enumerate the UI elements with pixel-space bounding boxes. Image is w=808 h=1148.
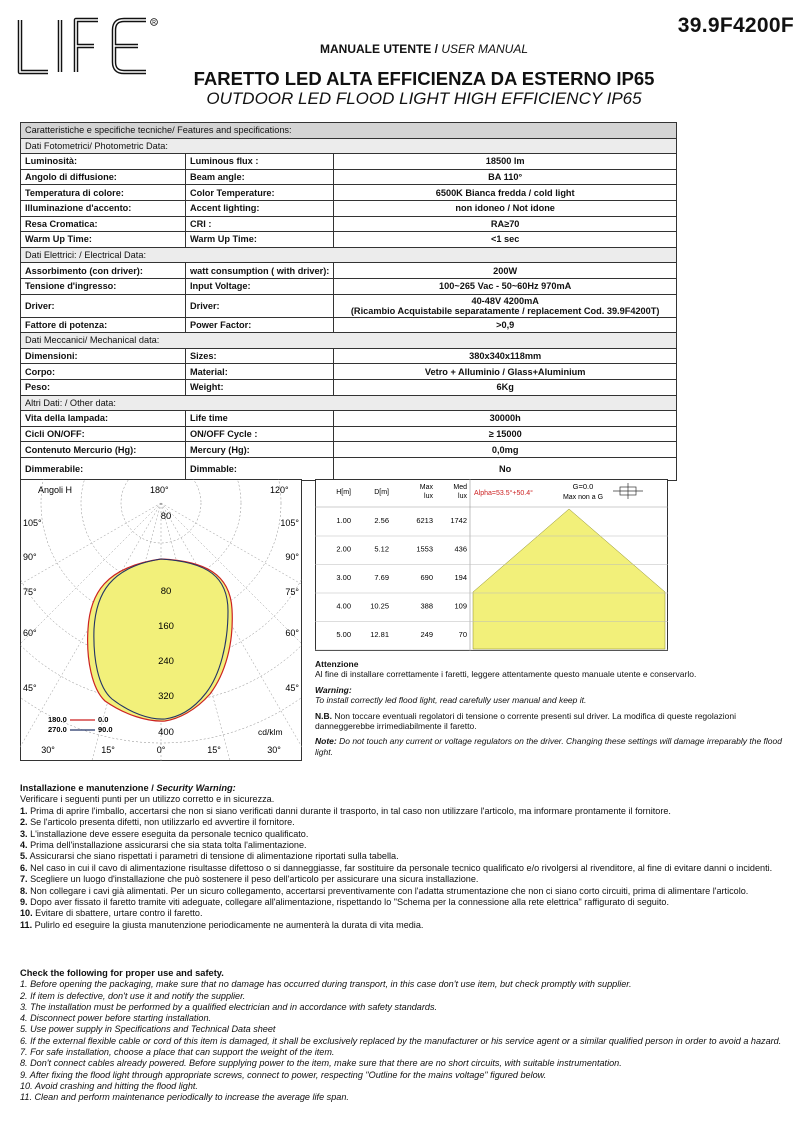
- install-title: [20, 783, 792, 794]
- spec-value: ≥ 15000: [334, 426, 677, 442]
- spec-label-it: Tensione d'ingresso:: [21, 278, 186, 294]
- install-list: [20, 806, 792, 931]
- spec-header: [21, 123, 677, 139]
- spec-label-it: Assorbimento (con driver):: [21, 263, 186, 279]
- spec-value: 6Kg: [334, 379, 677, 395]
- manual-en: USER MANUAL: [441, 42, 529, 56]
- install-item-text: Nel caso in cui il cavo di alimentazione risultasse difettoso o si danneggiasse, far sostituire da personale tecnico qualificato e/o rivolgersi al rivenditore, al fine di evitare danni o incidenti.: [27, 862, 773, 873]
- lux-header: D[m]: [374, 489, 389, 496]
- spec-value: 200W: [334, 263, 677, 279]
- install-title-en: Security Warning:: [156, 783, 236, 793]
- manual-it: MANUALE UTENTE: [319, 42, 432, 56]
- lux-header: lux: [424, 493, 433, 500]
- lux-header: H[m]: [336, 489, 351, 496]
- spec-value: non idoneo / Not idone: [334, 200, 677, 216]
- attenzione-title: Attenzione: [315, 659, 359, 669]
- polar-ring-label: 240: [158, 656, 174, 667]
- spec-label-it: Fattore di potenza:: [21, 317, 186, 333]
- spec-label-en: Sizes:: [186, 348, 334, 364]
- lux-cell: 10.25: [370, 601, 389, 611]
- spec-row: [21, 442, 677, 458]
- spec-label-it: Cicli ON/OFF:: [21, 426, 186, 442]
- lux-cell: 2.56: [374, 516, 389, 525]
- spec-value: 6500K Bianca fredda / cold light: [334, 185, 677, 201]
- check-title: Check the following for proper use and safety.: [20, 968, 224, 978]
- install-item-text: Prima dell'installazione assicurarsi che sia stata tolta l'alimentazione.: [27, 840, 307, 851]
- install-item-number: 8.: [20, 885, 28, 896]
- install-item: [20, 863, 792, 874]
- polar-diagram: [20, 479, 302, 761]
- spec-label-en: Driver:: [186, 294, 334, 317]
- lux-cell: 70: [458, 630, 467, 639]
- install-item-text: Dopo aver fissato il faretto tramite viti adeguate, collegare all'alimentazione, rispettando lo "Schema per la connessione alla rete elettrica" raffigurato di seguito.: [27, 897, 669, 908]
- spec-row: [21, 200, 677, 216]
- section-photometric: [21, 138, 677, 154]
- spec-row: [21, 185, 677, 201]
- spec-value: >0,9: [334, 317, 677, 333]
- spec-value: <1 sec: [334, 232, 677, 248]
- check-item: 1. Before opening the packaging, make sure that no damage has occurred during transport, in this case don't use item, but check promptly with supplier.: [20, 979, 632, 990]
- check-item: 3. The installation must be performed by a qualified electrician and in accordance with safety standards.: [20, 1001, 438, 1012]
- spec-row: [21, 379, 677, 395]
- spec-label-it: Temperatura di colore:: [21, 185, 186, 201]
- lux-cell: 194: [454, 573, 467, 582]
- polar-ring-label: 160: [158, 621, 174, 632]
- install-item: [20, 908, 792, 919]
- check-item: 7. For safe installation, choose a place that can support the weight of the item.: [20, 1047, 335, 1058]
- polar-ring-label: 320: [158, 691, 174, 702]
- install-item: [20, 817, 792, 828]
- section-electrical: [21, 247, 677, 263]
- legend-b2: 90.0: [98, 725, 113, 734]
- spec-label-it: Contenuto Mercurio (Hg):: [21, 442, 186, 458]
- spec-label-en: Dimmable:: [186, 457, 334, 480]
- lux-header: Max: [419, 484, 433, 491]
- install-title-it: Installazione e manutenzione /: [20, 783, 157, 793]
- spec-label-it: Resa Cromatica:: [21, 216, 186, 232]
- check-item: 5. Use power supply in Specifications and Technical Data sheet: [20, 1024, 276, 1035]
- install-item: [20, 920, 792, 931]
- install-item: [20, 851, 792, 862]
- polar-ring-label: 80: [160, 586, 172, 597]
- section-other-label: Altri Dati: / Other data:: [21, 395, 677, 411]
- spec-row: [21, 294, 677, 317]
- lux-g-sub: Max non a G: [562, 494, 604, 501]
- lux-header: Med: [453, 484, 467, 491]
- warning-text: To install correctly led flood light, read carefully user manual and keep it.: [315, 695, 587, 706]
- spec-row: [21, 278, 677, 294]
- polar-side-label: 45°: [23, 683, 37, 693]
- check-item: 11. Clean and perform maintenance periodically to increase the average life span.: [20, 1092, 349, 1103]
- spec-label-en: CRI :: [186, 216, 334, 232]
- install-item: [20, 840, 792, 851]
- lux-cell: 4.00: [336, 601, 351, 611]
- polar-side-label: 105°: [23, 518, 42, 528]
- spec-label-en: Weight:: [186, 379, 334, 395]
- section-mechanical-label: Dati Meccanici/ Mechanical data:: [21, 333, 677, 349]
- polar-side-label: 60°: [285, 628, 299, 638]
- polar-bottom-label: 30°: [41, 745, 55, 755]
- spec-row: [21, 216, 677, 232]
- spec-value: RA≥70: [334, 216, 677, 232]
- install-item-text: Se l'articolo presenta difetti, non utilizzarlo ed avvertire il fornitore.: [27, 817, 295, 828]
- spec-value: 18500 lm: [334, 154, 677, 170]
- spec-label-en: Material:: [186, 364, 334, 380]
- check-section: [20, 968, 792, 1104]
- spec-row: [21, 154, 677, 170]
- spec-value: [334, 294, 677, 317]
- polar-bottom-label: 15°: [207, 745, 221, 755]
- spec-label-it: Peso:: [21, 379, 186, 395]
- notes-block: [315, 659, 785, 762]
- spec-table: [20, 122, 677, 481]
- spec-label-en: Warm Up Time:: [186, 232, 334, 248]
- lux-cell: 436: [454, 544, 467, 554]
- install-item-number: 10.: [20, 908, 33, 919]
- spec-label-it: Dimmerabile:: [21, 457, 186, 480]
- install-item-number: 6.: [20, 862, 28, 873]
- title-italian: FARETTO LED ALTA EFFICIENZA DA ESTERNO IP65: [193, 68, 655, 89]
- manual-heading: [0, 42, 808, 56]
- spec-label-it: Corpo:: [21, 364, 186, 380]
- polar-unit: cd/klm: [258, 727, 283, 737]
- spec-label-en: Luminous flux :: [186, 154, 334, 170]
- polar-side-label: 90°: [23, 552, 37, 562]
- install-item-text: Assicurarsi che siano rispettati i parametri di tensione di alimentazione riportati sulla tabella.: [27, 851, 399, 862]
- spec-row: [21, 364, 677, 380]
- spec-label-it: Dimensioni:: [21, 348, 186, 364]
- spec-label-en: Mercury (Hg):: [186, 442, 334, 458]
- install-item-number: 4.: [20, 840, 28, 851]
- lux-cell: 109: [454, 601, 467, 611]
- polar-bottom-label: 0°: [156, 745, 166, 755]
- lux-cell: 5.12: [374, 544, 389, 554]
- lux-cell: 690: [420, 573, 433, 582]
- install-item-text: L'installazione deve essere eseguita da personale tecnico qualificato.: [27, 828, 309, 839]
- lux-cell: 249: [420, 630, 433, 639]
- lux-cell: 1553: [416, 544, 433, 554]
- spec-label-en: Accent lighting:: [186, 200, 334, 216]
- install-item: [20, 897, 792, 908]
- note-text: Do not touch any current or voltage regulators on the driver. Changing these settings will damage irreparably the flood light.: [315, 736, 782, 757]
- warning-title: Warning:: [315, 684, 352, 695]
- polar-side-label: 75°: [285, 587, 299, 597]
- polar-side-label: 60°: [23, 628, 37, 638]
- section-electrical-label: Dati Elettrici: / Electrical Data:: [21, 247, 677, 263]
- svg-text:R: R: [152, 20, 156, 27]
- lux-cell: 6213: [416, 516, 433, 525]
- product-code: 39.9F4200F: [677, 14, 794, 37]
- lux-cell: 388: [420, 601, 433, 611]
- install-item-number: 9.: [20, 897, 28, 908]
- polar-top-right: 120°: [270, 485, 289, 495]
- nb-text: Non toccare eventuali regolatori di tensione o corrente presenti sul driver. La modifica di queste regolazioni danneggerebbe irrimediabilmente il faretto.: [315, 710, 736, 732]
- spec-label-it: Illuminazione d'accento:: [21, 200, 186, 216]
- lux-cell: 7.69: [374, 573, 389, 582]
- nb-title: N.B.: [315, 710, 332, 721]
- polar-bottom-label: 15°: [101, 745, 115, 755]
- spec-label-en: Color Temperature:: [186, 185, 334, 201]
- spec-row: [21, 348, 677, 364]
- install-item-text: Non collegare i cavi già alimentati. Per un sicuro collegamento, accertarsi preventivamente con l'adatta strumentazione che non ci siano corto circuiti, prima di alimentare l'articolo.: [27, 885, 749, 896]
- spec-label-en: Power Factor:: [186, 317, 334, 333]
- install-item-text: Scegliere un luogo d'installazione che può sostenere il peso dell'articolo per assicurare una sicura installazione.: [27, 874, 479, 885]
- install-item-text: Evitare di sbattere, urtare contro il faretto.: [32, 908, 203, 919]
- install-item-text: Pulirlo ed eseguire la giusta manutenzione periodicamente ne aumenterà la durata di vita media.: [32, 919, 424, 930]
- lux-cell: 2.00: [336, 544, 351, 554]
- attenzione-text: Al fine di installare correttamente i faretti, leggere attentamente questo manuale utente e conservarlo.: [315, 669, 697, 680]
- lux-cell: 5.00: [336, 630, 351, 639]
- install-item-number: 3.: [20, 828, 28, 839]
- check-item: 9. After fixing the flood light through appropriate screws, connect to power, respecting "Outline for the mains voltage" figured below.: [20, 1069, 547, 1080]
- install-item-number: 5.: [20, 851, 28, 862]
- spec-row: [21, 411, 677, 427]
- spec-value: 380x340x118mm: [334, 348, 677, 364]
- spec-row: [21, 426, 677, 442]
- polar-ring-label: 400: [158, 727, 174, 738]
- spec-row: [21, 232, 677, 248]
- lux-alpha: Alpha=53.5°+50.4°: [474, 490, 533, 497]
- check-item: 6. If the external flexible cable or cord of this item is damaged, it shall be exclusively replaced by the manufacturer or his service agent or a similar qualified person in order to avoid a hazard.: [20, 1035, 782, 1046]
- spec-label-it: Angolo di diffusione:: [21, 169, 186, 185]
- install-item: [20, 806, 792, 817]
- check-item: 4. Disconnect power before starting installation.: [20, 1013, 212, 1024]
- install-item-text: Prima di aprire l'imballo, accertarsi che non si siano verificati danni durante il trasporto, in tal caso non utilizzare l'articolo, ma informare prontamente il fornitore.: [27, 805, 671, 816]
- polar-side-label: 90°: [285, 552, 299, 562]
- spec-value: 100~265 Vac - 50~60Hz 970mA: [334, 278, 677, 294]
- legend-a1: 180.0: [48, 715, 67, 724]
- install-item: [20, 874, 792, 885]
- polar-side-label: 105°: [280, 518, 299, 528]
- check-item: 8. Don't connect cables already powered. Before supplying power to the item, make sure that there are no short circuits, with suitable instrumentation.: [20, 1058, 622, 1069]
- install-item: [20, 829, 792, 840]
- spec-value: No: [334, 457, 677, 480]
- install-intro: Verificare i seguenti punti per un utilizzo corretto e in sicurezza.: [20, 794, 275, 805]
- polar-top-left: 180°: [150, 485, 169, 495]
- spec-label-it: Luminosità:: [21, 154, 186, 170]
- spec-row: [21, 457, 677, 480]
- lux-header: lux: [458, 493, 467, 500]
- lux-cell: 3.00: [336, 573, 351, 582]
- spec-row: [21, 317, 677, 333]
- spec-value: BA 110°: [334, 169, 677, 185]
- section-other: [21, 395, 677, 411]
- spec-label-it: Warm Up Time:: [21, 232, 186, 248]
- spec-label-en: Input Voltage:: [186, 278, 334, 294]
- spec-label-en: Life time: [186, 411, 334, 427]
- install-item-number: 2.: [20, 817, 28, 828]
- manual-sep: /: [431, 42, 442, 56]
- driver-note: (Ricambio Acquistabile separatamente / replacement Cod. 39.9F4200T): [350, 305, 660, 316]
- polar-bottom-label: 30°: [267, 745, 281, 755]
- polar-angoli: Angoli H: [38, 485, 73, 495]
- polar-ring-label: 80: [160, 511, 172, 522]
- install-item-number: 1.: [20, 805, 28, 816]
- check-item: 10. Avoid crashing and hitting the flood light.: [20, 1080, 198, 1091]
- polar-side-label: 75°: [23, 587, 37, 597]
- spec-value: 0,0mg: [334, 442, 677, 458]
- spec-label-en: Beam angle:: [186, 169, 334, 185]
- check-list: [20, 979, 792, 1103]
- lux-diagram: [315, 479, 668, 651]
- spec-label-it: Driver:: [21, 294, 186, 317]
- lux-g: G=0.0: [572, 482, 594, 491]
- lux-cell: 12.81: [370, 630, 389, 639]
- installation-section: [20, 783, 792, 931]
- lux-cell: 1.00: [336, 516, 351, 525]
- spec-header-label: Caratteristiche e specifiche tecniche/ Features and specifications:: [21, 123, 677, 139]
- spec-value: Vetro + Alluminio / Glass+Aluminium: [334, 364, 677, 380]
- install-item: [20, 886, 792, 897]
- title-english: OUTDOOR LED FLOOD LIGHT HIGH EFFICIENCY IP65: [206, 89, 642, 108]
- spec-row: [21, 169, 677, 185]
- legend-a2: 0.0: [98, 715, 109, 724]
- spec-value: 30000h: [334, 411, 677, 427]
- spec-label-it: Vita della lampada:: [21, 411, 186, 427]
- spec-label-en: watt consumption ( with driver):: [186, 263, 334, 279]
- driver-value: 40-48V 4200mA: [471, 295, 539, 306]
- polar-side-label: 45°: [285, 683, 299, 693]
- install-item-number: 11.: [20, 919, 33, 930]
- note-title: Note:: [315, 736, 337, 747]
- legend-b1: 270.0: [48, 725, 67, 734]
- spec-row: [21, 263, 677, 279]
- check-item: 2. If item is defective, don't use it and notify the supplier.: [20, 990, 246, 1001]
- lux-cell: 1742: [450, 516, 467, 525]
- section-mechanical: [21, 333, 677, 349]
- spec-label-en: ON/OFF Cycle :: [186, 426, 334, 442]
- install-item-number: 7.: [20, 874, 28, 885]
- section-photometric-label: Dati Fotometrici/ Photometric Data:: [21, 138, 677, 154]
